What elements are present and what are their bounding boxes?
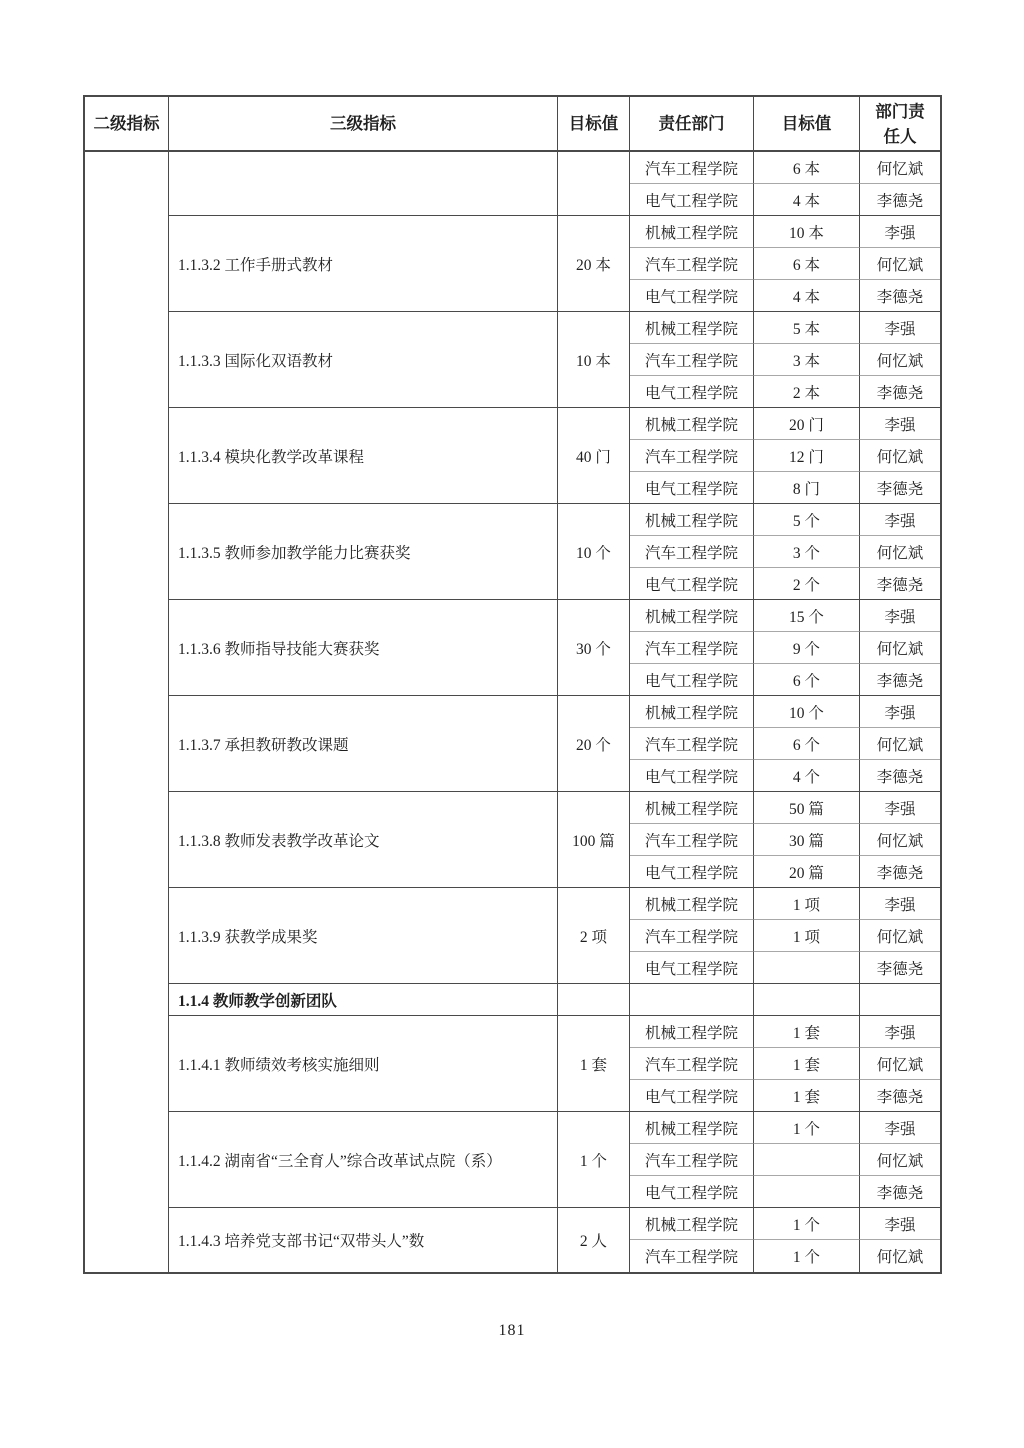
department-person-cell: 李强 — [860, 696, 940, 728]
responsible-department-cell: 机械工程学院 — [630, 792, 754, 824]
department-person-cell: 何忆斌 — [860, 632, 940, 664]
responsible-department-cell: 汽车工程学院 — [630, 1144, 754, 1176]
table-row — [85, 888, 940, 920]
table-row — [85, 408, 940, 440]
table-row — [85, 504, 940, 536]
department-target-value-cell: 3 本 — [754, 344, 860, 376]
department-person-cell: 何忆斌 — [860, 248, 940, 280]
department-target-value-cell: 1 个 — [754, 1240, 860, 1272]
responsible-department-cell: 汽车工程学院 — [630, 920, 754, 952]
responsible-department-cell: 电气工程学院 — [630, 280, 754, 312]
department-target-value-cell: 1 套 — [754, 1016, 860, 1048]
department-target-value-cell — [754, 1144, 860, 1176]
responsible-department-cell: 机械工程学院 — [630, 600, 754, 632]
department-target-value-cell: 5 个 — [754, 504, 860, 536]
department-target-value-cell: 3 个 — [754, 536, 860, 568]
third-level-indicator-cell: 1.1.3.5 教师参加教学能力比赛获奖 — [169, 504, 558, 600]
target-value-cell — [558, 152, 630, 216]
table-row — [85, 696, 940, 728]
responsible-department-cell: 电气工程学院 — [630, 760, 754, 792]
department-target-value-cell: 2 个 — [754, 568, 860, 600]
department-target-value-cell: 20 门 — [754, 408, 860, 440]
department-person-cell: 李德尧 — [860, 376, 940, 408]
third-level-indicator-cell: 1.1.3.7 承担教研教改课题 — [169, 696, 558, 792]
department-person-cell: 何忆斌 — [860, 152, 940, 184]
responsible-department-cell: 电气工程学院 — [630, 856, 754, 888]
department-person-cell: 李德尧 — [860, 1080, 940, 1112]
department-person-cell: 李强 — [860, 1016, 940, 1048]
responsible-department-cell: 电气工程学院 — [630, 1080, 754, 1112]
responsible-department-cell: 电气工程学院 — [630, 664, 754, 696]
header-third-level-indicator: 三级指标 — [169, 97, 558, 152]
department-person-cell: 李强 — [860, 888, 940, 920]
table-body — [85, 152, 940, 1272]
third-level-indicator-cell: 1.1.3.2 工作手册式教材 — [169, 216, 558, 312]
responsible-department-cell: 汽车工程学院 — [630, 1048, 754, 1080]
department-person-cell: 李德尧 — [860, 664, 940, 696]
department-target-value-cell: 1 项 — [754, 888, 860, 920]
department-person-cell: 何忆斌 — [860, 344, 940, 376]
department-person-cell: 何忆斌 — [876, 1249, 924, 1266]
department-person-cell: 何忆斌 — [860, 1144, 940, 1176]
responsible-department-cell: 机械工程学院 — [630, 408, 754, 440]
department-person-cell: 李强 — [860, 312, 940, 344]
table-row — [85, 216, 940, 248]
department-person-cell — [860, 984, 940, 1016]
table-row — [85, 152, 940, 184]
department-target-value-cell: 15 个 — [754, 600, 860, 632]
responsible-department-cell: 电气工程学院 — [630, 376, 754, 408]
responsible-department-cell: 汽车工程学院 — [630, 632, 754, 664]
department-target-value-cell: 5 本 — [754, 312, 860, 344]
department-person-cell: 何忆斌 — [860, 728, 940, 760]
target-value-cell: 2 项 — [558, 888, 630, 984]
department-target-value-cell: 1 个 — [754, 1208, 860, 1240]
table-row — [85, 312, 940, 344]
header-responsible-department: 责任部门 — [630, 97, 754, 152]
department-person-cell: 李强 — [860, 792, 940, 824]
department-target-value-cell: 6 个 — [754, 664, 860, 696]
table-row — [85, 984, 940, 1016]
department-person-cell: 李德尧 — [860, 568, 940, 600]
responsible-department-cell: 机械工程学院 — [630, 216, 754, 248]
responsible-department-cell: 汽车工程学院 — [630, 248, 754, 280]
department-target-value-cell: 6 个 — [754, 728, 860, 760]
department-person-cell: 李德尧 — [860, 856, 940, 888]
department-target-value-cell — [754, 984, 860, 1016]
responsible-department-cell: 机械工程学院 — [630, 1208, 754, 1240]
responsible-department-cell: 电气工程学院 — [630, 472, 754, 504]
department-target-value-cell: 6 本 — [754, 248, 860, 280]
department-person-cell: 何忆斌 — [860, 920, 940, 952]
department-target-value-cell: 12 门 — [754, 440, 860, 472]
header-secondary-indicator: 二级指标 — [85, 97, 169, 152]
department-person-cell: 李德尧 — [860, 184, 940, 216]
target-value-cell: 100 篇 — [558, 792, 630, 888]
department-person-cell: 李强 — [860, 216, 940, 248]
department-target-value-cell: 2 本 — [754, 376, 860, 408]
header-department-target-value: 目标值 — [754, 97, 860, 152]
department-target-value-cell: 4 本 — [754, 280, 860, 312]
target-value-cell: 10 本 — [558, 312, 630, 408]
target-value-cell: 2 人 — [558, 1208, 630, 1272]
third-level-indicator-cell: 1.1.3.3 国际化双语教材 — [169, 312, 558, 408]
table-row — [85, 1016, 940, 1048]
third-level-indicator-cell: 1.1.4 教师教学创新团队 — [169, 984, 558, 1016]
third-level-indicator-cell — [169, 152, 558, 216]
target-value-cell: 10 个 — [558, 504, 630, 600]
header-row — [85, 97, 940, 152]
department-target-value-cell: 50 篇 — [754, 792, 860, 824]
department-target-value-cell: 1 个 — [754, 1112, 860, 1144]
responsible-department-cell: 机械工程学院 — [630, 1112, 754, 1144]
department-target-value-cell: 9 个 — [754, 632, 860, 664]
responsible-department-cell: 汽车工程学院 — [630, 536, 754, 568]
department-person-cell: 李德尧 — [860, 760, 940, 792]
department-target-value-cell: 20 篇 — [754, 856, 860, 888]
department-person-cell: 李强 — [860, 1208, 940, 1240]
responsible-department-cell: 汽车工程学院 — [630, 344, 754, 376]
secondary-indicator-cell — [85, 152, 169, 1272]
responsible-department-cell: 电气工程学院 — [630, 952, 754, 984]
department-person-cell: 李强 — [860, 504, 940, 536]
third-level-indicator-cell: 1.1.3.8 教师发表教学改革论文 — [169, 792, 558, 888]
page-number: 181 — [498, 1322, 526, 1339]
department-target-value-cell: 1 套 — [754, 1080, 860, 1112]
department-target-value-cell: 1 套 — [754, 1048, 860, 1080]
target-value-cell: 30 个 — [558, 600, 630, 696]
department-target-value-cell: 10 个 — [754, 696, 860, 728]
target-value-cell — [558, 984, 630, 1016]
target-value-cell: 20 个 — [558, 696, 630, 792]
department-person-cell: 何忆斌 — [860, 536, 940, 568]
department-person-cell: 李德尧 — [860, 1176, 940, 1208]
department-person-cell: 李强 — [860, 600, 940, 632]
target-value-cell: 40 门 — [558, 408, 630, 504]
responsible-department-cell: 汽车工程学院 — [630, 824, 754, 856]
third-level-indicator-cell: 1.1.4.1 教师绩效考核实施细则 — [169, 1016, 558, 1112]
department-person-cell: 何忆斌 — [860, 824, 940, 856]
department-target-value-cell: 4 本 — [754, 184, 860, 216]
department-person-cell: 李强 — [860, 408, 940, 440]
department-person-cell: 李德尧 — [860, 952, 940, 984]
department-target-value-cell: 1 项 — [754, 920, 860, 952]
responsible-department-cell: 电气工程学院 — [630, 1176, 754, 1208]
third-level-indicator-cell: 1.1.3.6 教师指导技能大赛获奖 — [169, 600, 558, 696]
department-person-cell: 李强 — [860, 1112, 940, 1144]
third-level-indicator-cell: 1.1.3.9 获教学成果奖 — [169, 888, 558, 984]
third-level-indicator-cell: 1.1.4.2 湖南省“三全育人”综合改革试点院（系） — [169, 1112, 558, 1208]
header-department-responsible-person: 部门责任人 — [860, 97, 940, 152]
third-level-indicator-cell: 1.1.3.4 模块化教学改革课程 — [169, 408, 558, 504]
responsible-department-cell: 机械工程学院 — [630, 1016, 754, 1048]
responsible-department-cell: 汽车工程学院 — [630, 440, 754, 472]
responsible-department-cell: 汽车工程学院 — [630, 152, 754, 184]
department-target-value-cell — [754, 952, 860, 984]
responsible-department-cell: 汽车工程学院 — [630, 1240, 754, 1272]
responsible-department-cell: 机械工程学院 — [630, 312, 754, 344]
table-header — [85, 97, 940, 152]
header-target-value: 目标值 — [558, 97, 630, 152]
department-person-cell: 李德尧 — [860, 472, 940, 504]
table-row — [85, 600, 940, 632]
department-target-value-cell: 8 门 — [754, 472, 860, 504]
department-person-cell: 何忆斌 — [860, 440, 940, 472]
department-target-value-cell: 4 个 — [754, 760, 860, 792]
third-level-indicator-cell: 1.1.4.3 培养党支部书记“双带头人”数 — [169, 1208, 558, 1272]
target-value-cell: 20 本 — [558, 216, 630, 312]
table-row — [85, 1208, 940, 1240]
responsible-department-cell: 电气工程学院 — [630, 568, 754, 600]
responsible-department-cell: 汽车工程学院 — [630, 728, 754, 760]
department-target-value-cell: 30 篇 — [754, 824, 860, 856]
table-row — [85, 792, 940, 824]
responsible-department-cell: 机械工程学院 — [630, 504, 754, 536]
target-value-cell: 1 套 — [558, 1016, 630, 1112]
responsible-department-cell: 机械工程学院 — [630, 696, 754, 728]
department-target-value-cell — [754, 1176, 860, 1208]
department-person-cell: 李德尧 — [860, 280, 940, 312]
department-person-cell: 何忆斌 — [860, 1048, 940, 1080]
responsible-department-cell: 电气工程学院 — [630, 184, 754, 216]
responsible-department-cell — [630, 984, 754, 1016]
indicator-table — [83, 95, 942, 1274]
target-value-cell: 1 个 — [558, 1112, 630, 1208]
department-target-value-cell: 6 本 — [754, 152, 860, 184]
table-row — [85, 1112, 940, 1144]
responsible-department-cell: 机械工程学院 — [630, 888, 754, 920]
department-target-value-cell: 10 本 — [754, 216, 860, 248]
